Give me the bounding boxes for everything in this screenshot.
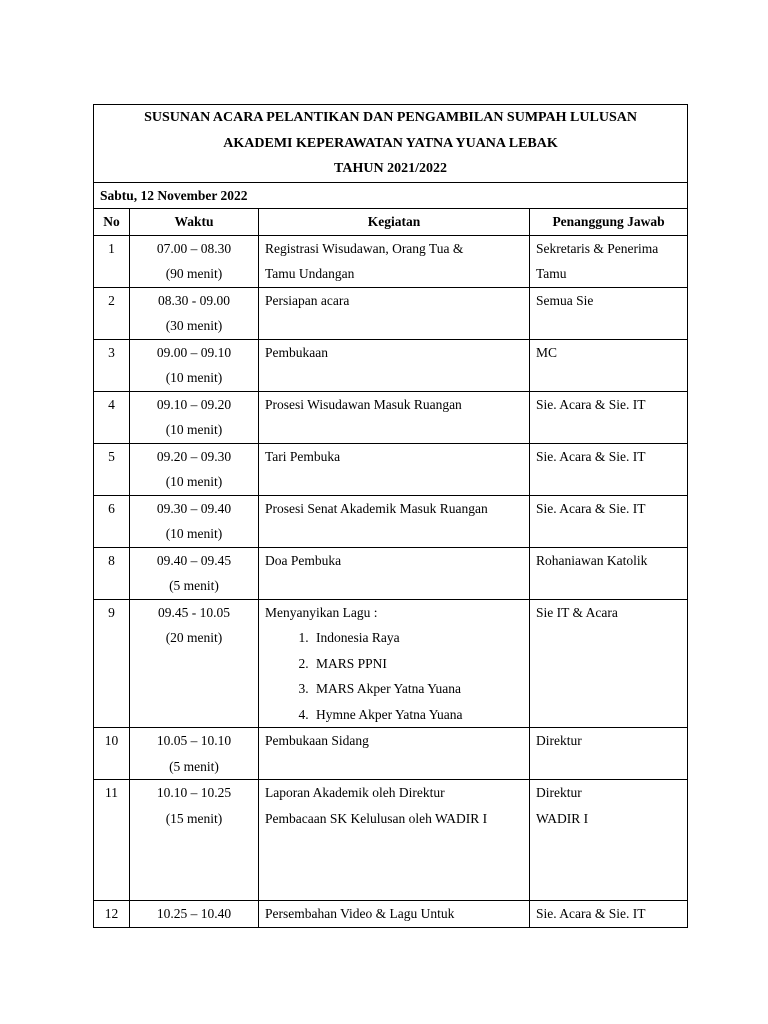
row-activity	[259, 780, 530, 901]
row-no: 11	[94, 780, 130, 901]
row-time	[130, 443, 259, 495]
time-range: 10.10 – 10.25	[156, 785, 232, 800]
row-time	[130, 599, 259, 728]
header-penanggung-jawab: Penanggung Jawab	[530, 209, 688, 236]
duration: (5 menit)	[169, 758, 219, 774]
duration: (15 menit)	[165, 810, 223, 826]
schedule-table	[93, 104, 688, 928]
pj-line: Direktur	[536, 785, 582, 800]
title-line-3: TAHUN 2021/2022	[334, 161, 447, 176]
duration: (10 menit)	[165, 422, 223, 437]
row-time	[130, 728, 259, 780]
table-row	[94, 339, 688, 391]
row-no: 4	[94, 391, 130, 443]
row-person-in-charge	[530, 780, 688, 901]
event-date: Sabtu, 12 November 2022	[94, 182, 688, 209]
row-activity	[259, 599, 530, 728]
row-time: 10.25 – 10.40	[130, 901, 259, 928]
activity-line: Registrasi Wisudawan, Orang Tua &	[265, 240, 464, 256]
row-activity: Pembukaan Sidang	[259, 728, 530, 780]
song-item: 1. Indonesia Raya	[312, 625, 529, 651]
pj-line: Tamu	[536, 266, 567, 281]
table-row	[94, 391, 688, 443]
table-row	[94, 287, 688, 339]
date-row	[94, 182, 688, 209]
document-title	[94, 105, 688, 183]
duration: (10 menit)	[165, 370, 223, 385]
row-no: 8	[94, 547, 130, 599]
table-row	[94, 547, 688, 599]
row-no: 6	[94, 495, 130, 547]
duration: (20 menit)	[165, 630, 223, 645]
row-time	[130, 495, 259, 547]
row-time	[130, 287, 259, 339]
pj-line: WADIR I	[536, 810, 589, 826]
row-person-in-charge	[530, 235, 688, 287]
pj-line: Sekretaris & Penerima	[536, 240, 659, 256]
row-activity: Persiapan acara	[259, 287, 530, 339]
row-activity: Prosesi Senat Akademik Masuk Ruangan	[259, 495, 530, 547]
header-no: No	[94, 209, 130, 236]
row-person-in-charge: Sie IT & Acara	[530, 599, 688, 728]
row-activity: Tari Pembuka	[259, 443, 530, 495]
duration: (90 menit)	[165, 266, 223, 281]
row-activity: Pembukaan	[259, 339, 530, 391]
table-row	[94, 901, 688, 928]
table-row	[94, 235, 688, 287]
row-person-in-charge: Sie. Acara & Sie. IT	[530, 391, 688, 443]
title-row	[94, 105, 688, 183]
time-range: 09.00 – 09.10	[156, 344, 232, 360]
activity-line: Laporan Akademik oleh Direktur	[265, 785, 445, 800]
row-person-in-charge: Sie. Acara & Sie. IT	[530, 443, 688, 495]
table-row	[94, 495, 688, 547]
table-row	[94, 599, 688, 728]
row-time	[130, 547, 259, 599]
time-range: 09.10 – 09.20	[156, 396, 232, 412]
header-waktu: Waktu	[130, 209, 259, 236]
time-range: 09.20 – 09.30	[156, 448, 232, 464]
row-time	[130, 339, 259, 391]
table-row	[94, 728, 688, 780]
duration: (10 menit)	[165, 474, 223, 489]
row-activity: Doa Pembuka	[259, 547, 530, 599]
time-range: 08.30 - 09.00	[158, 292, 230, 308]
duration: (5 menit)	[169, 578, 219, 593]
row-activity: Prosesi Wisudawan Masuk Ruangan	[259, 391, 530, 443]
header-kegiatan: Kegiatan	[259, 209, 530, 236]
table-row	[94, 780, 688, 901]
time-range: 10.05 – 10.10	[156, 733, 232, 748]
table-row	[94, 443, 688, 495]
time-range: 09.45 - 10.05	[158, 604, 230, 620]
activity-line: Tamu Undangan	[265, 266, 355, 281]
row-person-in-charge: Sie. Acara & Sie. IT	[530, 901, 688, 928]
header-row	[94, 209, 688, 236]
activity-line: Pembacaan SK Kelulusan oleh WADIR I	[265, 810, 488, 826]
row-person-in-charge: Direktur	[530, 728, 688, 780]
time-range: 09.30 – 09.40	[156, 500, 232, 516]
row-no: 3	[94, 339, 130, 391]
activity-line: Menyanyikan Lagu :	[265, 604, 378, 620]
song-item: 3. MARS Akper Yatna Yuana	[312, 676, 529, 702]
duration: (30 menit)	[165, 318, 223, 333]
time-range: 09.40 – 09.45	[156, 552, 232, 568]
row-time	[130, 235, 259, 287]
row-no: 12	[94, 901, 130, 928]
title-line-1: SUSUNAN ACARA PELANTIKAN DAN PENGAMBILAN SUMPAH LULUSAN	[144, 110, 637, 125]
title-line-2: AKADEMI KEPERAWATAN YATNA YUANA LEBAK	[223, 135, 558, 151]
time-range: 07.00 – 08.30	[156, 240, 232, 256]
row-activity	[259, 235, 530, 287]
duration: (10 menit)	[165, 526, 223, 541]
row-time	[130, 391, 259, 443]
row-person-in-charge: Semua Sie	[530, 287, 688, 339]
row-time	[130, 780, 259, 901]
row-no: 1	[94, 235, 130, 287]
row-no: 2	[94, 287, 130, 339]
song-item: 2. MARS PPNI	[312, 651, 529, 677]
song-item: 4. Hymne Akper Yatna Yuana	[312, 702, 529, 728]
row-no: 5	[94, 443, 130, 495]
row-no: 10	[94, 728, 130, 780]
row-activity: Persembahan Video & Lagu Untuk	[259, 901, 530, 928]
row-person-in-charge: MC	[530, 339, 688, 391]
row-no: 9	[94, 599, 130, 728]
song-list	[265, 625, 529, 727]
row-person-in-charge: Rohaniawan Katolik	[530, 547, 688, 599]
row-person-in-charge: Sie. Acara & Sie. IT	[530, 495, 688, 547]
